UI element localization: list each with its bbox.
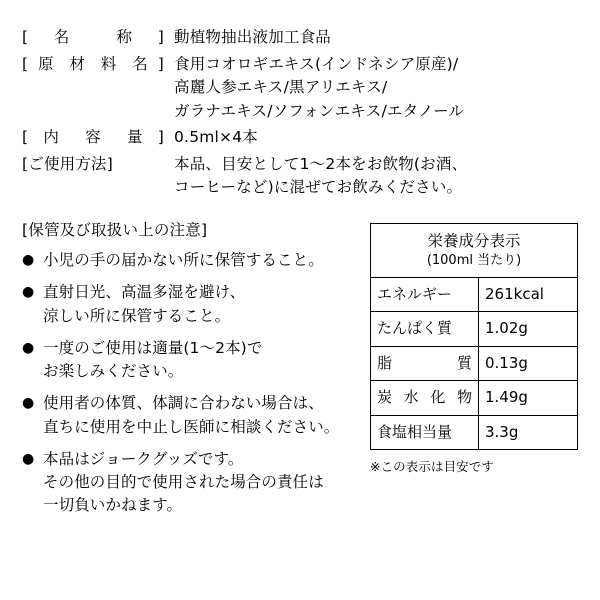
nutrition-name-char: 脂 xyxy=(377,353,393,372)
spec-value-line: 0.5ml×4本 xyxy=(174,128,259,147)
spec-row-volume xyxy=(22,126,578,153)
bracket-close: ] xyxy=(157,54,164,73)
label-char: 称 xyxy=(116,28,133,46)
nutrition-name-char: 化 xyxy=(430,388,446,407)
precaution-line: 一度のご使用は適量(1〜2本)で xyxy=(43,338,263,357)
nutrition-name xyxy=(371,346,479,381)
spec-label-text: [ご使用方法] xyxy=(22,154,113,173)
label-char: 原 xyxy=(38,54,54,73)
spec-label-ingredients xyxy=(22,53,172,127)
table-row xyxy=(371,312,578,347)
nutrition-name-char: 物 xyxy=(456,388,472,407)
nutrition-name-text: 食塩相当量 xyxy=(377,422,453,441)
spec-row-usage xyxy=(22,153,578,203)
spec-label-volume xyxy=(22,126,172,153)
table-row xyxy=(371,415,578,450)
nutrition-table xyxy=(370,223,578,451)
precaution-line: お楽しみください。 xyxy=(43,362,184,381)
nutrition-value: 261kcal xyxy=(479,277,578,312)
label-char: 名 xyxy=(132,54,148,73)
spec-table xyxy=(22,26,578,203)
nutrition-subtitle: (100ml 当たり) xyxy=(426,252,522,268)
table-row xyxy=(371,346,578,381)
label-char: 名 xyxy=(53,28,70,46)
bracket-open: [ xyxy=(22,28,29,46)
precaution-item xyxy=(22,392,360,439)
precautions-title: [保管及び取扱い上の注意] xyxy=(22,220,208,239)
precaution-line: 涼しい所に保管すること。 xyxy=(43,306,231,325)
nutrition-value: 1.02g xyxy=(479,312,578,347)
spec-row-name xyxy=(22,26,578,53)
nutrition-name xyxy=(371,312,479,347)
spec-value-line: 高麗人参エキス/黒アリエキス/ xyxy=(174,78,388,97)
nutrition-name-text: エネルギー xyxy=(377,284,453,303)
precaution-item xyxy=(22,249,360,272)
precaution-line: 一切負いかねます。 xyxy=(43,496,183,515)
nutrition-name-char: 炭 xyxy=(377,388,393,407)
nutrition-name-char: 質 xyxy=(456,353,472,372)
precaution-item xyxy=(22,337,360,384)
precaution-line: 直射日光、高温多湿を避け、 xyxy=(43,283,246,302)
spec-label-usage xyxy=(22,153,172,203)
spec-value-ingredients xyxy=(172,53,578,127)
nutrition-value: 0.13g xyxy=(479,346,578,381)
spec-value-line: ガラナエキス/ソフォンエキス/エタノール xyxy=(174,101,465,120)
spec-value-line: 本品、目安として1〜2本をお飲物(お酒、 xyxy=(174,154,468,173)
spec-value-line: 食用コオロギエキス(インドネシア原産)/ xyxy=(174,54,459,73)
label-char: 量 xyxy=(126,128,143,147)
label-char: 内 xyxy=(43,128,60,147)
lower-section xyxy=(22,219,578,527)
bracket-open: [ xyxy=(22,128,29,147)
nutrition-header-cell xyxy=(371,223,578,277)
bracket-open: [ xyxy=(22,54,29,73)
nutrition-header-row xyxy=(371,223,578,277)
precautions-block xyxy=(22,219,370,527)
nutrition-value: 1.49g xyxy=(479,381,578,416)
label-char: 容 xyxy=(85,128,101,147)
spec-row-ingredients xyxy=(22,53,578,127)
nutrition-name-text: たんぱく質 xyxy=(377,319,453,338)
table-row xyxy=(371,381,578,416)
nutrition-block xyxy=(370,223,578,476)
precaution-line: 直ちに使用を中止し医師に相談ください。 xyxy=(43,417,340,436)
spec-value-name xyxy=(172,26,578,53)
label-char: 料 xyxy=(100,54,117,73)
table-row xyxy=(371,277,578,312)
precaution-item xyxy=(22,281,360,328)
nutrition-title: 栄養成分表示 xyxy=(427,231,521,250)
spec-value-volume xyxy=(172,126,578,153)
bullet-icon: ● xyxy=(22,252,35,269)
bullet-icon: ● xyxy=(22,395,35,412)
spec-table-body xyxy=(22,26,578,203)
nutrition-footnote: ※この表示は目安です xyxy=(370,459,494,475)
nutrition-value: 3.3g xyxy=(479,415,578,450)
precaution-line: 使用者の体質、体調に合わない場合は、 xyxy=(43,394,324,413)
precaution-line: 本品はジョークグッズです。 xyxy=(43,449,244,468)
spec-label-name xyxy=(22,26,172,53)
bullet-icon: ● xyxy=(22,339,35,356)
bracket-close: ] xyxy=(157,128,164,147)
spec-value-usage xyxy=(172,153,578,203)
nutrition-name-char: 水 xyxy=(403,388,419,407)
spec-value-line: コーヒーなど)に混ぜてお飲みください。 xyxy=(174,178,463,197)
precaution-line: 小児の手の届かない所に保管すること。 xyxy=(43,251,324,270)
nutrition-name xyxy=(371,415,479,450)
spec-value-line: 動植物抽出液加工食品 xyxy=(174,28,332,46)
nutrition-name xyxy=(371,277,479,312)
nutrition-name xyxy=(371,381,479,416)
bullet-icon: ● xyxy=(22,450,35,467)
precaution-line: その他の目的で使用された場合の責任は xyxy=(43,473,324,492)
label-char: 材 xyxy=(69,54,86,73)
bracket-close: ] xyxy=(157,28,164,46)
nutrition-table-body xyxy=(371,223,578,450)
bullet-icon: ● xyxy=(22,284,35,301)
precaution-item xyxy=(22,448,360,518)
